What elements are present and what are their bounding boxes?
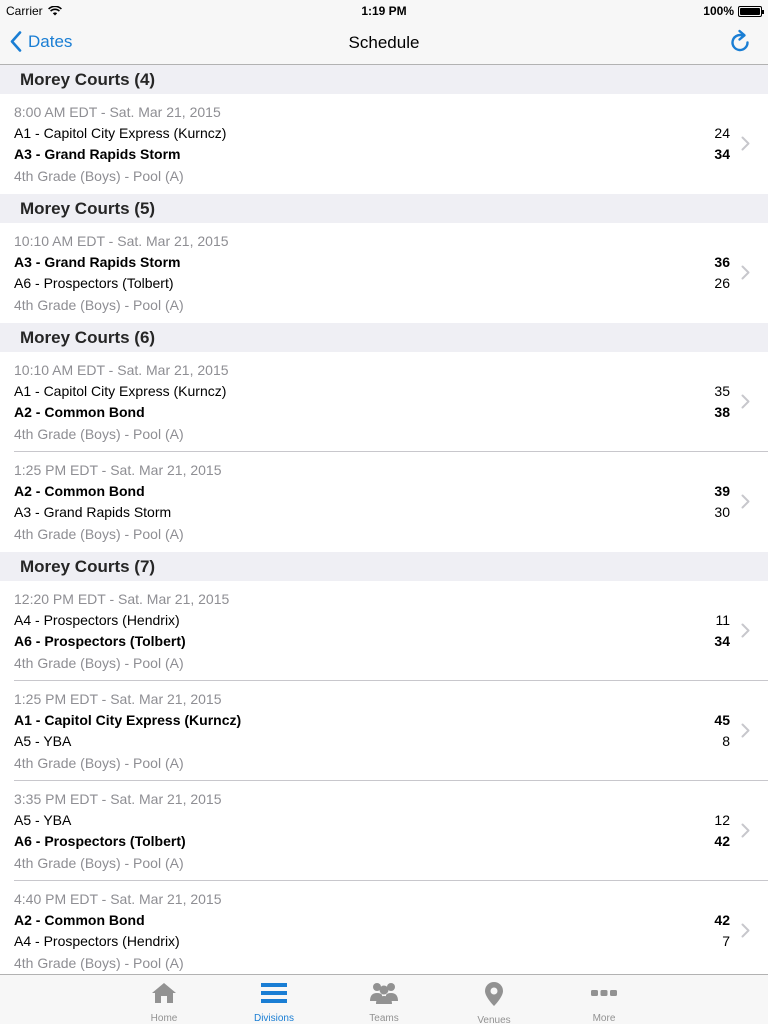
team-line-1 xyxy=(14,812,730,828)
disclosure-indicator xyxy=(741,136,750,156)
team-name: A3 - Grand Rapids Storm xyxy=(14,504,172,520)
team-score: 24 xyxy=(714,125,730,141)
team-name: A1 - Capitol City Express (Kurncz) xyxy=(14,125,227,141)
tab-label: Venues xyxy=(477,1015,511,1024)
navigation-bar xyxy=(0,20,768,65)
team-line-1 xyxy=(14,254,730,270)
team-score: 12 xyxy=(714,812,730,828)
game-row[interactable] xyxy=(0,681,768,781)
game-time: 1:25 PM EDT - Sat. Mar 21, 2015 xyxy=(14,691,222,707)
section-header: Morey Courts (4) xyxy=(0,65,768,94)
chevron-right-icon xyxy=(741,723,750,738)
team-line-2 xyxy=(14,933,730,949)
team-score: 30 xyxy=(714,504,730,520)
disclosure-indicator xyxy=(741,394,750,414)
game-time: 8:00 AM EDT - Sat. Mar 21, 2015 xyxy=(14,104,221,120)
refresh-icon xyxy=(728,29,752,55)
team-name: A4 - Prospectors (Hendrix) xyxy=(14,612,180,628)
team-score: 26 xyxy=(714,275,730,291)
section-header: Morey Courts (6) xyxy=(0,323,768,352)
team-name: A6 - Prospectors (Tolbert) xyxy=(14,633,186,649)
team-score: 36 xyxy=(714,254,730,270)
team-line-2 xyxy=(14,833,730,849)
disclosure-indicator xyxy=(741,923,750,943)
team-line-2 xyxy=(14,633,730,649)
team-score: 11 xyxy=(715,612,730,628)
team-line-1 xyxy=(14,712,730,728)
section-header: Morey Courts (7) xyxy=(0,552,768,581)
tab-divisions[interactable] xyxy=(219,975,329,1024)
team-name: A3 - Grand Rapids Storm xyxy=(14,146,181,162)
game-row[interactable] xyxy=(0,223,768,323)
team-line-1 xyxy=(14,383,730,399)
team-score: 39 xyxy=(714,483,730,499)
chevron-right-icon xyxy=(741,265,750,280)
carrier-label: Carrier xyxy=(6,4,43,18)
status-bar xyxy=(0,0,768,20)
tab-label: Teams xyxy=(369,1013,399,1024)
game-time: 1:25 PM EDT - Sat. Mar 21, 2015 xyxy=(14,462,222,478)
game-row[interactable] xyxy=(0,452,768,552)
status-time: 1:19 PM xyxy=(361,4,407,18)
team-name: A4 - Prospectors (Hendrix) xyxy=(14,933,180,949)
battery-icon xyxy=(738,6,762,17)
team-score: 35 xyxy=(714,383,730,399)
back-button-label: Dates xyxy=(28,31,73,51)
game-time: 4:40 PM EDT - Sat. Mar 21, 2015 xyxy=(14,891,222,907)
team-line-2 xyxy=(14,146,730,162)
chevron-right-icon xyxy=(741,136,750,151)
team-score: 42 xyxy=(714,912,730,928)
section-header: Morey Courts (5) xyxy=(0,194,768,223)
team-name: A2 - Common Bond xyxy=(14,483,145,499)
team-name: A1 - Capitol City Express (Kurncz) xyxy=(14,712,242,728)
team-line-2 xyxy=(14,733,730,749)
tab-more[interactable] xyxy=(549,975,659,1024)
team-name: A5 - YBA xyxy=(14,812,72,828)
battery-percent: 100% xyxy=(703,4,734,18)
team-score: 34 xyxy=(714,633,730,649)
disclosure-indicator xyxy=(741,494,750,514)
game-division: 4th Grade (Boys) - Pool (A) xyxy=(14,755,184,771)
page-title: Schedule xyxy=(348,33,420,52)
game-time: 3:35 PM EDT - Sat. Mar 21, 2015 xyxy=(14,791,222,807)
game-division: 4th Grade (Boys) - Pool (A) xyxy=(14,855,184,871)
team-name: A3 - Grand Rapids Storm xyxy=(14,254,181,270)
game-division: 4th Grade (Boys) - Pool (A) xyxy=(14,526,184,542)
chevron-right-icon xyxy=(741,623,750,638)
tab-venues[interactable] xyxy=(439,975,549,1024)
game-row[interactable] xyxy=(0,581,768,681)
team-name: A6 - Prospectors (Tolbert) xyxy=(14,833,186,849)
chevron-right-icon xyxy=(741,394,750,409)
disclosure-indicator xyxy=(741,823,750,843)
game-division: 4th Grade (Boys) - Pool (A) xyxy=(14,426,184,442)
team-line-2 xyxy=(14,504,730,520)
team-line-2 xyxy=(14,404,730,420)
disclosure-indicator xyxy=(741,265,750,285)
disclosure-indicator xyxy=(741,723,750,743)
team-name: A2 - Common Bond xyxy=(14,912,145,928)
team-score: 45 xyxy=(714,712,730,728)
tab-label: Divisions xyxy=(253,1013,294,1024)
game-division: 4th Grade (Boys) - Pool (A) xyxy=(14,655,184,671)
team-line-1 xyxy=(14,912,730,928)
game-row[interactable] xyxy=(0,94,768,194)
team-line-2 xyxy=(14,275,730,291)
team-line-1 xyxy=(14,483,730,499)
game-time: 12:20 PM EDT - Sat. Mar 21, 2015 xyxy=(14,591,230,607)
refresh-button[interactable] xyxy=(728,29,752,60)
game-division: 4th Grade (Boys) - Pool (A) xyxy=(14,955,184,971)
map-pin-icon xyxy=(439,981,549,1012)
team-line-1 xyxy=(14,125,730,141)
people-icon xyxy=(329,981,439,1010)
game-division: 4th Grade (Boys) - Pool (A) xyxy=(14,168,184,184)
team-score: 34 xyxy=(714,146,730,162)
team-line-1 xyxy=(14,612,730,628)
list-icon xyxy=(219,981,329,1010)
disclosure-indicator xyxy=(741,623,750,643)
chevron-right-icon xyxy=(741,494,750,509)
chevron-right-icon xyxy=(741,923,750,938)
team-name: A5 - YBA xyxy=(14,733,72,749)
schedule-list[interactable] xyxy=(0,65,768,974)
game-row[interactable] xyxy=(0,881,768,974)
tab-bar xyxy=(0,974,768,1024)
game-row[interactable] xyxy=(0,781,768,881)
tab-teams[interactable] xyxy=(329,975,439,1024)
game-time: 10:10 AM EDT - Sat. Mar 21, 2015 xyxy=(14,362,229,378)
team-score: 7 xyxy=(722,933,730,949)
team-score: 42 xyxy=(714,833,730,849)
tab-label: Home xyxy=(150,1013,178,1024)
chevron-right-icon xyxy=(741,823,750,838)
game-time: 10:10 AM EDT - Sat. Mar 21, 2015 xyxy=(14,233,229,249)
status-right xyxy=(703,4,762,18)
team-name: A2 - Common Bond xyxy=(14,404,145,420)
tab-home[interactable] xyxy=(109,975,219,1024)
team-score: 38 xyxy=(714,404,730,420)
game-division: 4th Grade (Boys) - Pool (A) xyxy=(14,297,184,313)
team-score: 8 xyxy=(722,733,730,749)
team-name: A6 - Prospectors (Tolbert) xyxy=(14,275,174,291)
tab-label: More xyxy=(592,1013,616,1024)
team-name: A1 - Capitol City Express (Kurncz) xyxy=(14,383,227,399)
more-icon xyxy=(549,981,659,1010)
home-icon xyxy=(109,981,219,1010)
game-row[interactable] xyxy=(0,352,768,452)
